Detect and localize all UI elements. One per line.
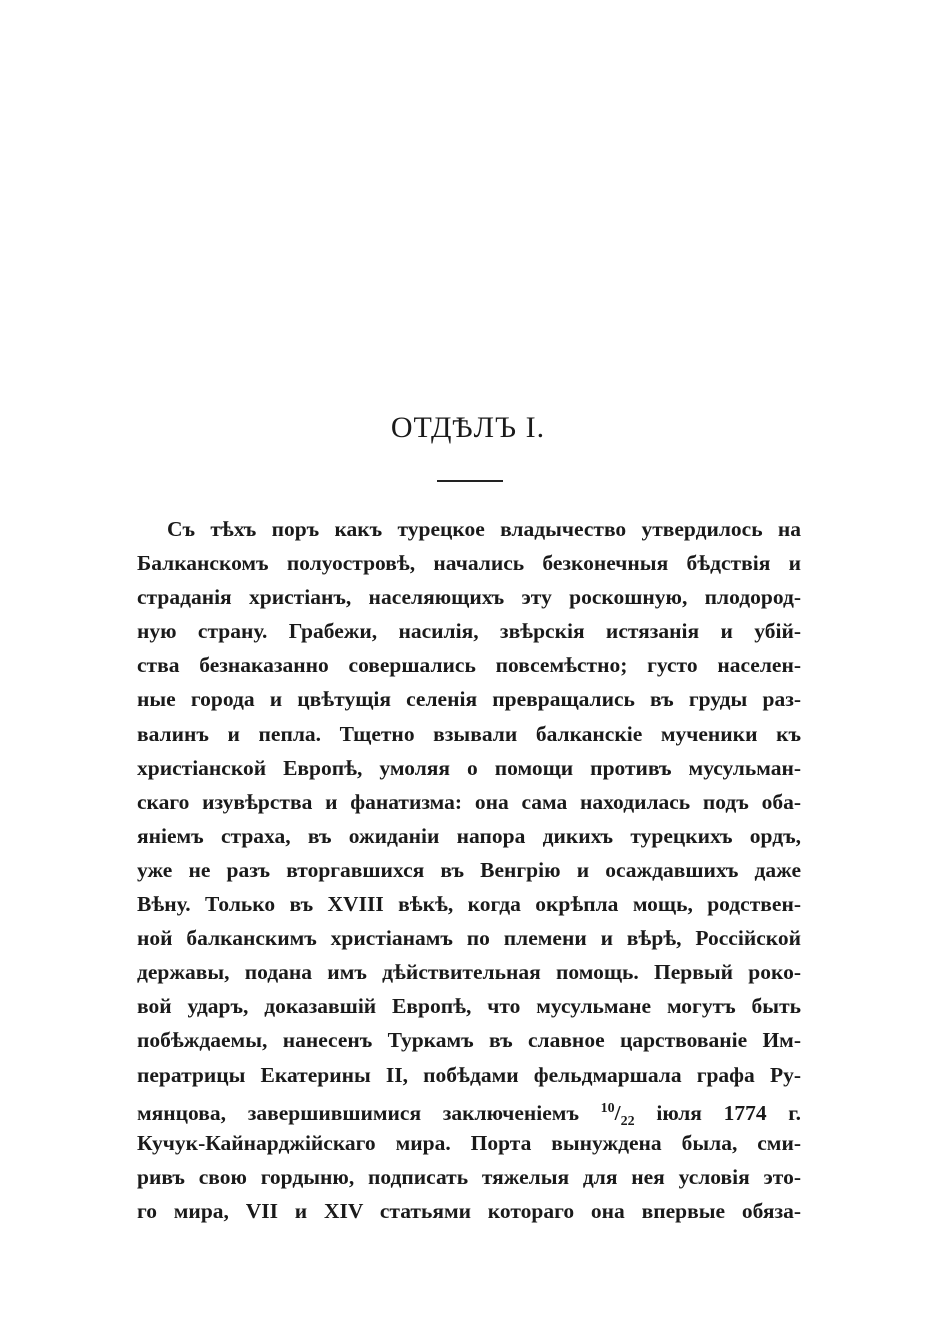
date-fraction: $^{10}/_{22}$ xyxy=(600,1100,635,1129)
text-line: ства безнаказанно совершались повсемѣстно; густо населен- xyxy=(137,653,801,678)
date-line-before: мянцова, завершившимися заключеніемъ xyxy=(137,1100,579,1125)
text-line: страданія христіанъ, населяющихъ эту роскошную, плодород- xyxy=(137,585,801,610)
text-line: христіанской Европѣ, умоляя о помощи противъ мусульман- xyxy=(137,755,801,780)
heading-rule xyxy=(437,480,503,482)
text-line: Кучук-Кайнарджійскаго мира. Порта вынуждена была, сми- xyxy=(137,1130,801,1155)
text-line: побѣждаемы, нанесенъ Туркамъ въ славное царствованіе Им- xyxy=(137,1028,801,1053)
text-line: ные города и цвѣтущія селенія превращались въ груды раз- xyxy=(137,687,801,712)
section-heading: ОТДѢЛЪ I. xyxy=(390,411,546,444)
date-fraction-denominator: 22 xyxy=(620,1113,635,1129)
body-paragraph xyxy=(137,512,801,1228)
text-line: Балканскомъ полуостровѣ, начались безконечныя бѣдствія и xyxy=(137,551,801,576)
text-line: ривъ свою гордыню, подписать тяжелыя для нея условія это- xyxy=(137,1164,801,1189)
text-line: валинъ и пепла. Тщетно взывали балканскіе мученики къ xyxy=(137,721,801,746)
text-line: ной балканскимъ христіанамъ по племени и вѣрѣ, Россійской xyxy=(137,926,801,951)
text-line: Вѣну. Только въ XVIII вѣкѣ, когда окрѣпла мощь, родствен- xyxy=(137,892,801,917)
date-line-after: іюля 1774 г. xyxy=(656,1100,801,1125)
text-line: го мира, VII и XIV статьями котораго она впервые обяза- xyxy=(137,1198,801,1223)
text-line: державы, подана имъ дѣйствительная помощь. Первый роко- xyxy=(137,960,801,985)
text-line: ператрицы Екатерины II, побѣдами фельдмаршала графа Ру- xyxy=(137,1062,801,1087)
text-line: скаго изувѣрства и фанатизма: она сама находилась подъ оба- xyxy=(137,789,801,814)
text-line: яніемъ страха, въ ожиданіи напора дикихъ турецкихъ ордъ, xyxy=(137,823,801,848)
date-line xyxy=(137,1092,801,1129)
text-line: Съ тѣхъ поръ какъ турецкое владычество утвердилось на xyxy=(167,517,801,541)
text-line: уже не разъ вторгавшихся въ Венгрію и осаждавшихъ даже xyxy=(137,857,801,882)
text-line: вой ударъ, доказавшій Европѣ, что мусульмане могутъ быть xyxy=(137,994,801,1019)
date-fraction-numerator: 10 xyxy=(600,1100,615,1116)
text-line: ную страну. Грабежи, насилія, звѣрскія истязанія и убій- xyxy=(137,619,801,644)
